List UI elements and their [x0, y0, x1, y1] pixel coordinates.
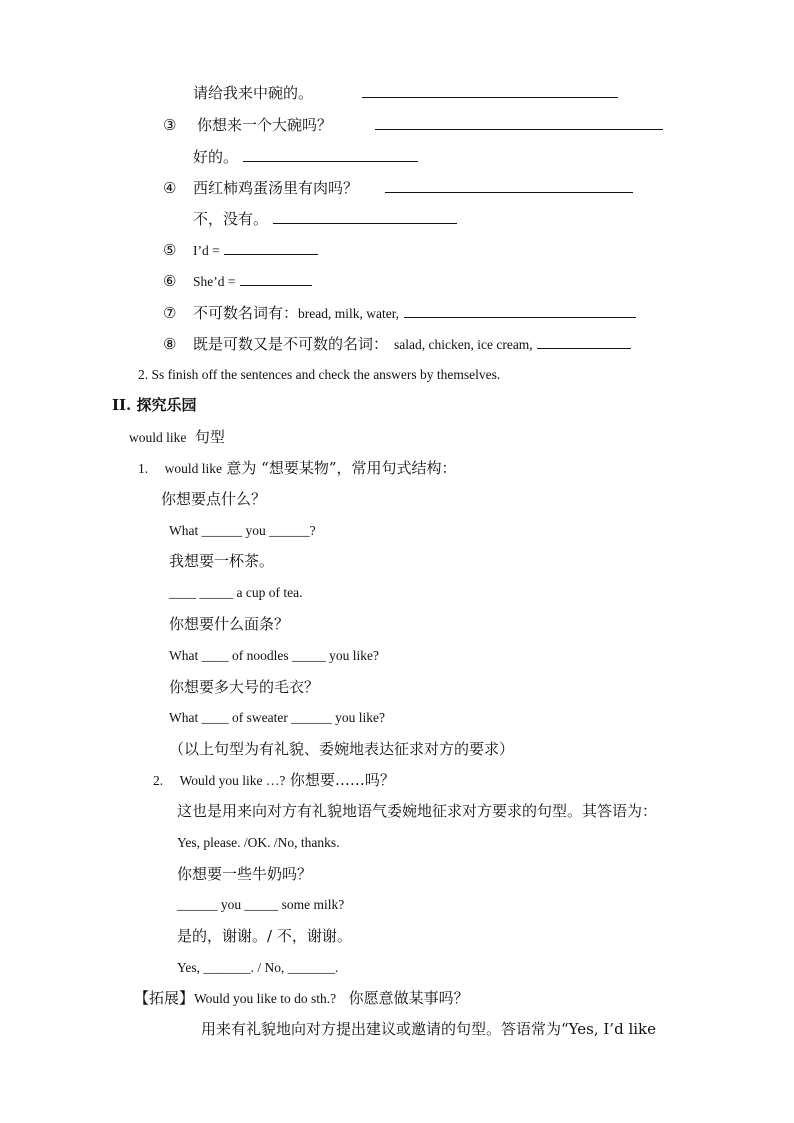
point-1-header: 1. would like 意为 “想要某物”，常用句式结构： [138, 459, 457, 477]
p2-line: 你想要一些牛奶吗？ [177, 865, 313, 883]
item-4-question: ④ 西红柿鸡蛋汤里有肉吗？ [163, 177, 633, 198]
p1-line: ____ _____ a cup of tea. [169, 585, 303, 600]
point-2-header: 2. Would you like …? 你想要……吗？ [153, 771, 395, 789]
answer-blank[interactable] [375, 114, 663, 130]
item-6: ⑥ She’d = [163, 270, 312, 292]
p2-line: 这也是用来向对方有礼貌地语气委婉地征求对方要求的句型。其答语为： [177, 802, 658, 820]
p1-line: What ____ of noodles _____ you like? [169, 648, 379, 663]
answer-blank[interactable] [385, 177, 633, 193]
answer-blank[interactable] [240, 270, 312, 286]
answer-blank[interactable] [224, 239, 318, 255]
p2-line: Yes, please. /OK. /No, thanks. [177, 835, 340, 850]
step-2-instruction: 2. Ss finish off the sentences and check the answers by themselves. [138, 367, 501, 382]
section-heading: II. 探究乐园 [112, 396, 197, 414]
item-3-answer: 好的。 [193, 146, 418, 167]
item-4-answer: 不，没有。 [193, 208, 457, 229]
p1-line: 你想要多大号的毛衣？ [169, 678, 320, 696]
p2-line: ______ you _____ some milk? [177, 897, 345, 912]
subsection-title: would like 句型 [129, 428, 225, 446]
line-medium-bowl: 请给我来中碗的。 [193, 82, 618, 103]
p1-line: 我想要一杯茶。 [169, 552, 275, 570]
p1-line: What ____ of sweater ______ you like? [169, 710, 385, 725]
p2-line: Yes, _______. / No, _______. [177, 960, 339, 975]
answer-blank[interactable] [273, 208, 457, 224]
item-5: ⑤ I’d = [163, 239, 318, 261]
item-7: ⑦ 不可数名词有：bread, milk, water, [163, 302, 636, 324]
p1-note: （以上句型为有礼貌、委婉地表达征求对方的要求） [169, 740, 515, 758]
answer-blank[interactable] [243, 146, 418, 162]
extension-body: 用来有礼貌地向对方提出建议或邀请的句型。答语常为“Yes, I’d like [201, 1020, 657, 1038]
answer-blank[interactable] [537, 333, 631, 349]
item-8: ⑧ 既是可数又是不可数的名词： salad, chicken, ice cream, [163, 333, 631, 355]
extension-header: 【拓展】Would you like to do sth.? 你愿意做某事吗？ [134, 989, 469, 1007]
p2-line: 是的，谢谢。/ 不，谢谢。 [177, 927, 352, 945]
p1-line: What ______ you ______? [169, 523, 316, 538]
answer-blank[interactable] [362, 82, 618, 98]
p1-line: 你想要什么面条？ [169, 615, 290, 633]
item-3-question: ③ 你想来一个大碗吗？ [163, 114, 663, 135]
answer-blank[interactable] [404, 302, 636, 318]
p1-line: 你想要点什么？ [161, 490, 267, 508]
